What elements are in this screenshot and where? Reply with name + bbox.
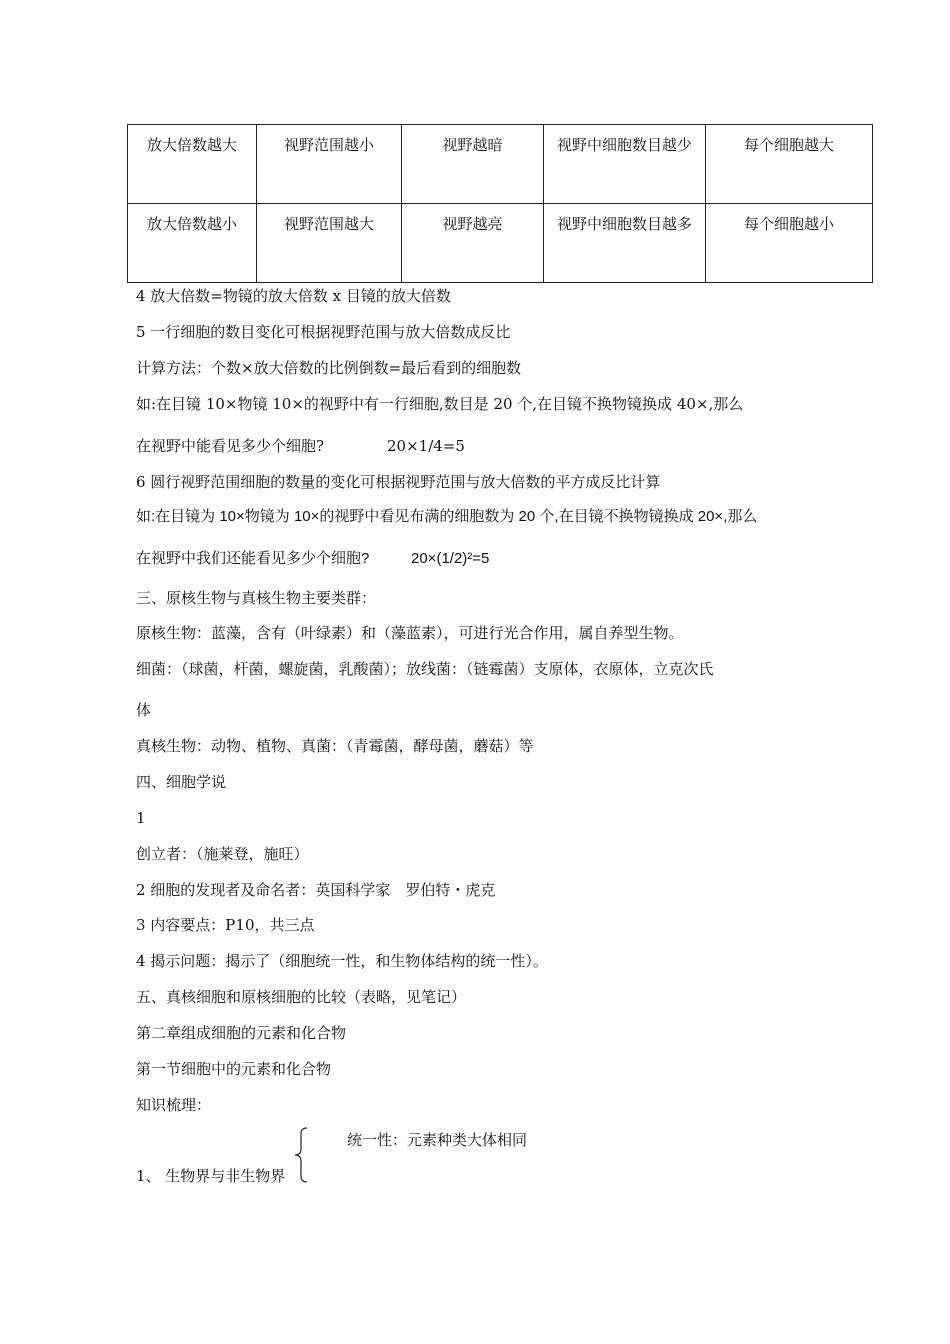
section-heading: 五、真核细胞和原核细胞的比较（表略，见笔记） <box>136 988 467 1006</box>
text-line: 5 一行细胞的数目变化可根据视野范围与放大倍数成反比 <box>136 323 511 341</box>
table-cell: 视野中细胞数目越多 <box>544 204 706 283</box>
text-line: 4 揭示问题：揭示了（细胞统一性，和生物体结构的统一性）。 <box>136 952 548 970</box>
text-line: 在视野中我们还能看见多少个细胞? <box>136 550 370 567</box>
table-cell: 视野越暗 <box>402 125 544 204</box>
text-line: 如:在目镜 10×物镜 10×的视野中有一行细胞,数目是 20 个,在目镜不换物镜换成 40×,那么 <box>136 395 744 413</box>
text-line: 知识梳理： <box>136 1096 212 1114</box>
section-heading: 第一节细胞中的元素和化合物 <box>136 1060 332 1078</box>
text-line: 4 放大倍数=物镜的放大倍数 x 目镜的放大倍数 <box>136 287 451 305</box>
text-line: 如:在目镜为 10×物镜为 10×的视野中看见布满的细胞数为 20 个,在目镜不换物镜换成 20×,那么 <box>136 508 758 525</box>
text-line: 2 细胞的发现者及命名者：英国科学家 罗伯特・虎克 <box>136 881 496 899</box>
table-cell: 放大倍数越小 <box>128 204 257 283</box>
text-line: 20×1/4=5 <box>387 437 465 455</box>
table-row <box>128 204 873 283</box>
table-cell: 视野中细胞数目越少 <box>544 125 706 204</box>
text-line: 1、 生物界与非生物界 <box>136 1167 286 1185</box>
table-cell: 每个细胞越小 <box>706 204 873 283</box>
text-line: 统一性：元素种类大体相同 <box>347 1131 528 1149</box>
table-cell: 每个细胞越大 <box>706 125 873 204</box>
chapter-heading: 第二章组成细胞的元素和化合物 <box>136 1024 347 1042</box>
table-row <box>128 125 873 204</box>
table-cell: 放大倍数越大 <box>128 125 257 204</box>
text-line: 3 内容要点：P10，共三点 <box>136 916 315 934</box>
text-line: 计算方法：个数×放大倍数的比例倒数=最后看到的细胞数 <box>136 359 522 377</box>
text-line: 20×(1/2)²=5 <box>411 550 490 567</box>
table-cell: 视野范围越小 <box>257 125 402 204</box>
text-line: 真核生物：动物、植物、真菌：（青霉菌，酵母菌，蘑菇）等 <box>136 737 534 755</box>
magnification-table <box>127 124 873 283</box>
text-line: 体 <box>136 701 152 719</box>
text-line: 在视野中能看见多少个细胞? <box>136 437 325 455</box>
text-line: 6 圆行视野范围细胞的数量的变化可根据视野范围与放大倍数的平方成反比计算 <box>136 473 661 491</box>
text-line: 原核生物：蓝藻，含有（叶绿素）和（藻蓝素），可进行光合作用，属自养型生物。 <box>136 624 684 642</box>
table-cell: 视野越亮 <box>402 204 544 283</box>
section-heading: 三、原核生物与真核生物主要类群： <box>136 589 377 607</box>
table-cell: 视野范围越大 <box>257 204 402 283</box>
section-heading: 四、细胞学说 <box>136 773 227 791</box>
text-line: 创立者：（施莱登，施旺） <box>136 845 309 863</box>
text-line: 1 <box>136 809 146 827</box>
curly-brace-icon <box>294 1127 308 1183</box>
text-line: 细菌：（球菌，杆菌，螺旋菌，乳酸菌）；放线菌：（链霉菌）支原体，衣原体，立克次氏 <box>136 660 714 678</box>
